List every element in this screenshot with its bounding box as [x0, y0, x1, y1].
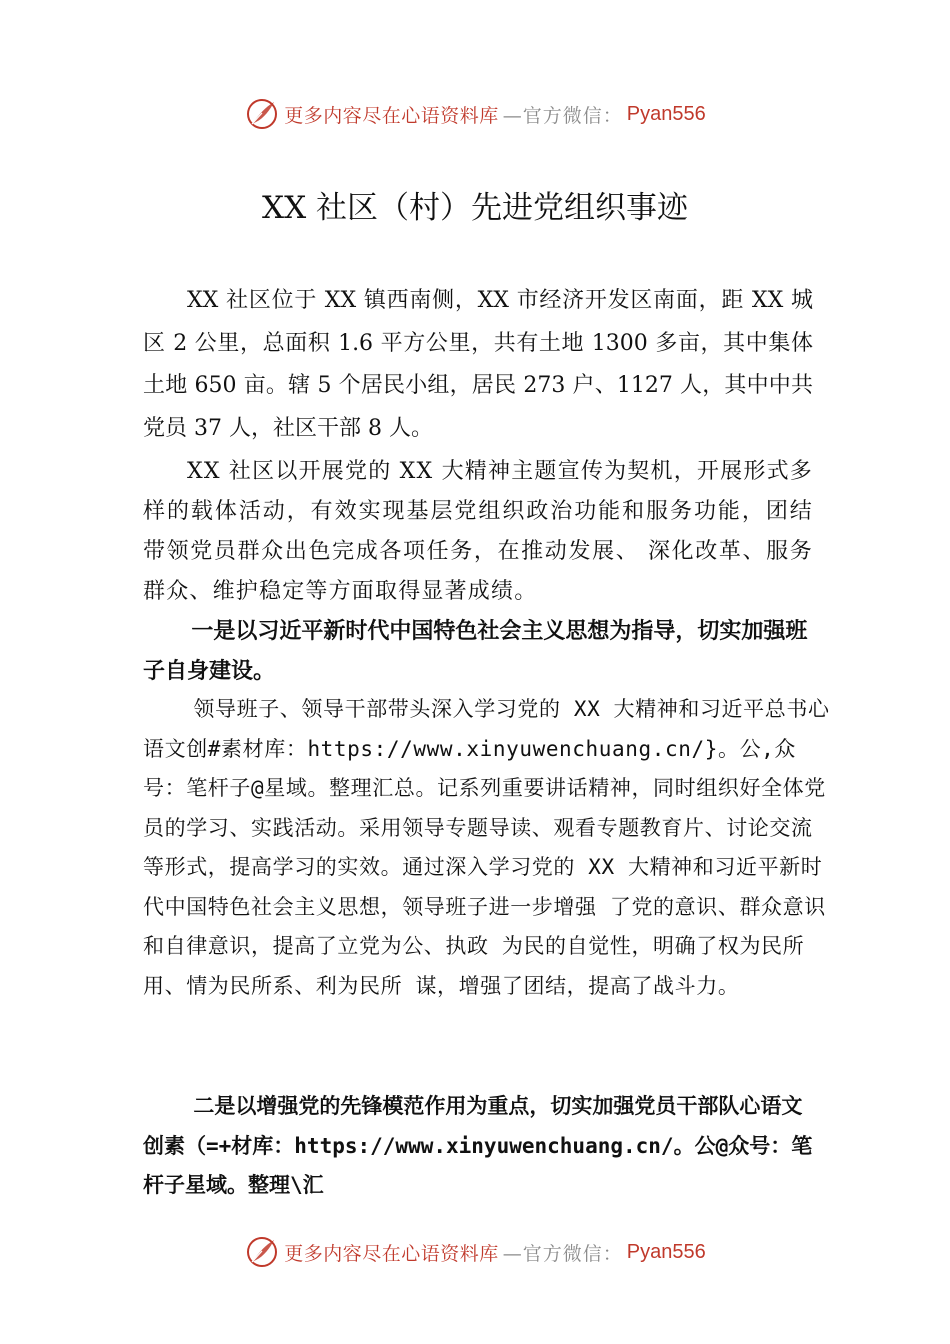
paragraph-activities: XX 社区以开展党的 XX 大精神主题宣传为契机，开展形式多样的载体活动，有效实现基层党组织政治功能和服务功能，团结带领党员群众出色完成各项任务，在推动发展、 深化改革、服务群众、维护稳定等方面取得显著成绩。	[143, 459, 813, 604]
intro-section	[143, 280, 813, 450]
heading-2-section	[143, 1087, 823, 1206]
heading-1-section	[143, 612, 813, 691]
section-heading-1: 一是以习近平新时代中国特色社会主义思想为指导，切实加强班子自身建设。	[143, 619, 808, 684]
banner-wechat-id: Pyan556	[626, 102, 706, 125]
paragraph-community-overview: XX 社区位于 XX 镇西南侧，XX 市经济开发区南面，距 XX 城区 2 公里，总面积 1.6 平方公里，共有土地 1300 多亩，其中集体土地 650 亩。辖 5 个居民小组，居民 273 户、1127 人，其中中共党员 37 人，社区干部 8 人。	[143, 288, 813, 441]
study-section	[143, 690, 833, 1006]
section-heading-2: 二是以增强党的先锋模范作用为重点，切实加强党员干部队心语文创素（=+材库：https://www.xinyuwenchuang.cn/。公@众号：笔杆子星域。整理\汇	[143, 1094, 813, 1197]
banner-brand-text: 更多内容尽在心语资料库	[284, 104, 499, 127]
banner-wechat-id: Pyan556	[626, 1240, 706, 1263]
paragraph-study: 领导班子、领导干部带头深入学习党的 XX 大精神和习近平总书心语文创#素材库：https://www.xinyuwenchuang.cn/}。公,众号：笔杆子@星域。整理汇总。记系列重要讲话精神，同时组织好全体党员的学习、实践活动。采用领导专题导读、观看专题教育片、讨论交流 等形式，提高学习的实效。通过深入学习党的 XX 大精神和习近平新时代中国特色社会主义思想，领导班子进一步增强 了党的意识、群众意识和自律意识，提高了立党为公、执政 为民的自觉性，明确了权为民所用、情为民所系、利为民所 谋，增强了团结，提高了战斗力。	[143, 697, 830, 998]
feather-pen-logo-icon	[244, 96, 280, 132]
banner-separator-text: —官方微信：	[502, 1242, 623, 1265]
feather-pen-logo-icon	[244, 1234, 280, 1270]
bottom-banner	[0, 1232, 950, 1272]
banner-separator-text: —官方微信：	[502, 104, 623, 127]
banner-brand-text: 更多内容尽在心语资料库	[284, 1242, 499, 1265]
activity-section	[143, 452, 813, 612]
document-title: XX 社区（村）先进党组织事迹	[262, 190, 688, 226]
top-banner	[0, 94, 950, 134]
